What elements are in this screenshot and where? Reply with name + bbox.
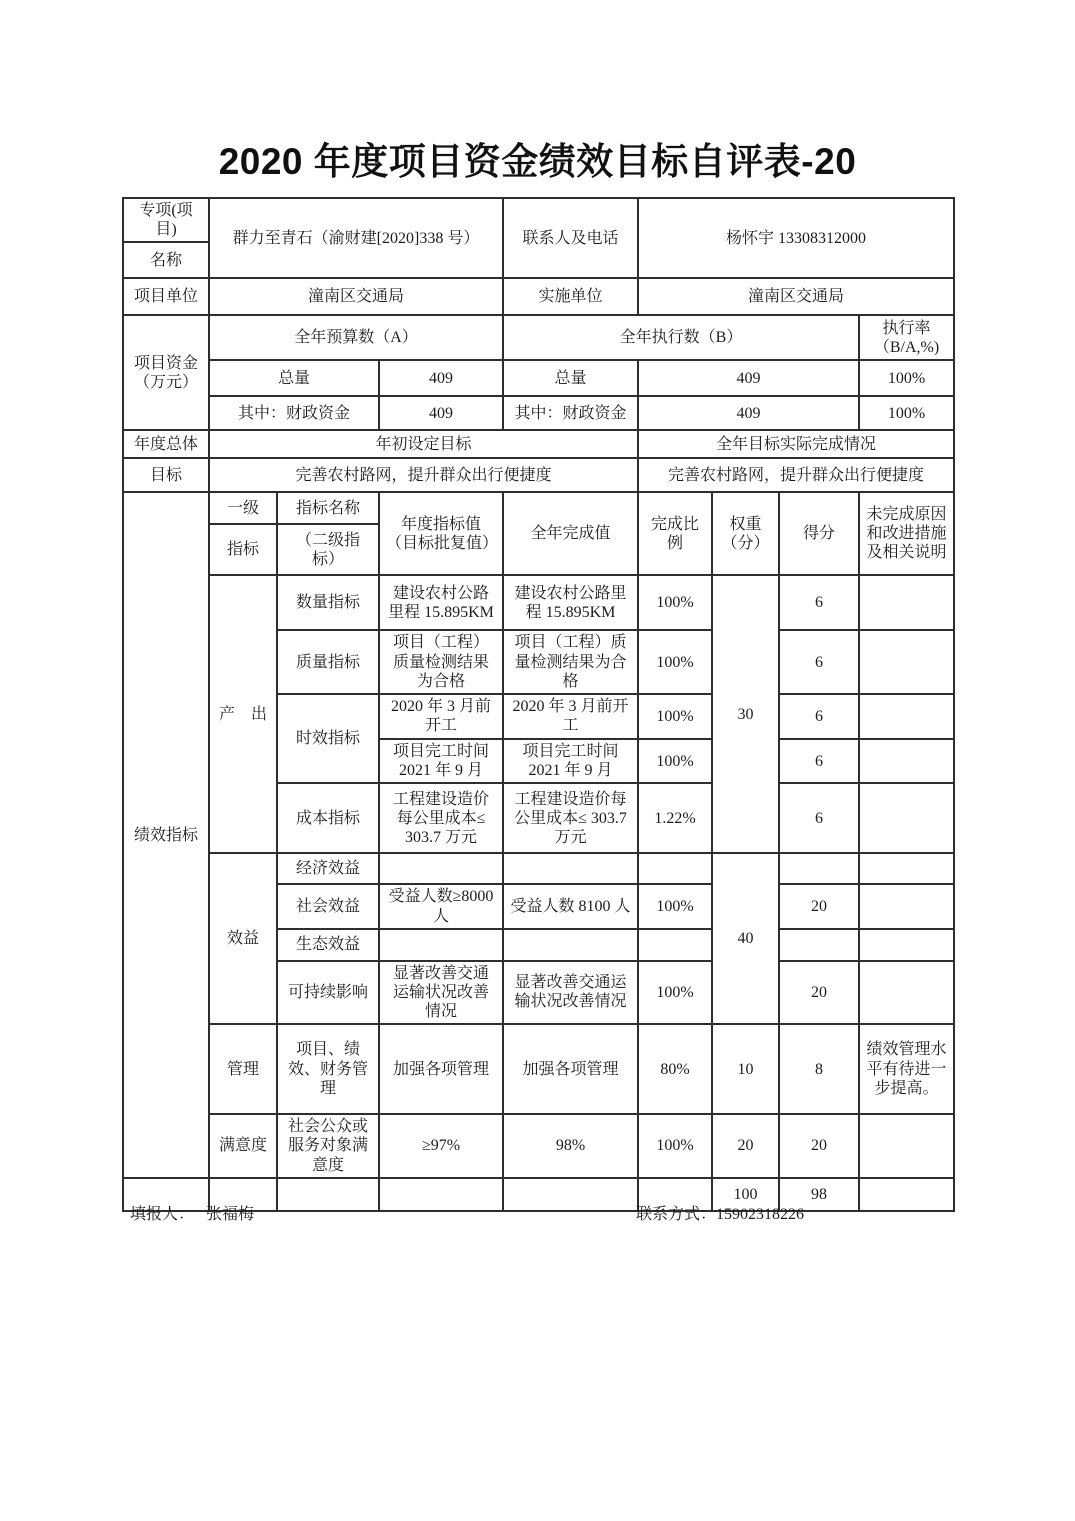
cell-cost-ratio: 1.22% [638,783,712,853]
cell-timeliness1-actual: 2020 年 3 月前开工 [503,694,638,739]
cell-timeliness1-target: 2020 年 3 月前开工 [379,694,503,739]
cell-economic-ratio [638,853,712,884]
cell-social-name: 社会效益 [277,884,379,928]
cell-header-level1-bottom: 指标 [209,524,277,575]
cell-project-label-top: 专项(项目) [123,198,209,242]
cell-fiscal-label-a: 其中：财政资金 [209,396,379,430]
cell-fiscal-rate: 100% [859,396,954,430]
cell-sustain-score: 20 [779,961,859,1025]
cell-timeliness2-remark [859,739,954,783]
cell-ecological-ratio [638,929,712,961]
cell-quality-remark [859,630,954,694]
cell-header-ratio: 完成比例 [638,492,712,575]
cell-header-remark: 未完成原因和改进措施及相关说明 [859,492,954,575]
cell-quality-target: 项目（工程）质量检测结果为合格 [379,630,503,694]
cell-total-label-b: 总量 [503,360,638,396]
cell-sustain-target: 显著改善交通运输状况改善情况 [379,961,503,1025]
cell-funds-label: 项目资金（万元） [123,315,209,430]
cell-contact-label: 联系人及电话 [503,198,638,278]
cell-satisfaction-ratio: 100% [638,1114,712,1178]
cell-totalrow-score: 98 [779,1178,859,1211]
page-title: 2020 年度项目资金绩效目标自评表-20 [218,141,857,182]
cell-satisfaction-actual: 98% [503,1114,638,1178]
cell-quality-ratio: 100% [638,630,712,694]
cell-economic-score [779,853,859,884]
cell-sustain-actual: 显著改善交通运输状况改善情况 [503,961,638,1025]
cell-unit-value: 潼南区交通局 [209,278,503,315]
form-footer [122,1201,955,1224]
cell-cost-actual: 工程建设造价每公里成本≤ 303.7 万元 [503,783,638,853]
cell-contact-value: 杨怀宇 13308312000 [638,198,954,278]
cell-ecological-score [779,929,859,961]
cell-output-label: 产 出 [209,575,277,853]
cell-cost-score: 6 [779,783,859,853]
cell-output-weight: 30 [712,575,779,853]
cell-economic-name: 经济效益 [277,853,379,884]
cell-totalrow-weight: 100 [712,1178,779,1211]
cell-timeliness2-actual: 项目完工时间 2021 年 9 月 [503,739,638,783]
cell-exec-header: 全年执行数（B） [503,315,859,360]
cell-quantity-ratio: 100% [638,575,712,630]
cell-sustain-name: 可持续影响 [277,961,379,1025]
cell-management-name: 项目、绩效、财务管理 [277,1024,379,1114]
cell-project-name: 群力至青石（渝财建[2020]338 号） [209,198,503,278]
cell-quality-score: 6 [779,630,859,694]
self-evaluation-table [122,197,955,1212]
cell-quantity-target: 建设农村公路里程 15.895KM [379,575,503,630]
cell-goal-set-header: 年初设定目标 [209,430,638,458]
cell-header-weight: 权重（分） [712,492,779,575]
cell-cost-name: 成本指标 [277,783,379,853]
cell-satisfaction-weight: 20 [712,1114,779,1178]
cell-quantity-score: 6 [779,575,859,630]
cell-satisfaction-target: ≥97% [379,1114,503,1178]
cell-budget-header: 全年预算数（A） [209,315,503,360]
cell-benefit-weight: 40 [712,853,779,1024]
cell-ecological-remark [859,929,954,961]
cell-sustain-remark [859,961,954,1025]
cell-satisfaction-name: 社会公众或服务对象满意度 [277,1114,379,1178]
cell-impl-value: 潼南区交通局 [638,278,954,315]
cell-economic-remark [859,853,954,884]
footer-contact [636,1201,804,1224]
cell-management-weight: 10 [712,1024,779,1114]
cell-cost-target: 工程建设造价每公里成本≤ 303.7 万元 [379,783,503,853]
cell-timeliness2-ratio: 100% [638,739,712,783]
cell-goal-actual-value: 完善农村路网，提升群众出行便捷度 [638,458,954,492]
cell-management-ratio: 80% [638,1024,712,1114]
cell-timeliness1-remark [859,694,954,739]
cell-header-name-bottom: （二级指标） [277,524,379,575]
cell-social-score: 20 [779,884,859,928]
cell-total-label-a: 总量 [209,360,379,396]
cell-timeliness2-score: 6 [779,739,859,783]
cell-timeliness1-ratio: 100% [638,694,712,739]
cell-management-score: 8 [779,1024,859,1114]
cell-satisfaction-label: 满意度 [209,1114,277,1178]
cell-quantity-name: 数量指标 [277,575,379,630]
cell-header-name-top: 指标名称 [277,492,379,524]
cell-social-remark [859,884,954,928]
cell-quantity-remark [859,575,954,630]
cell-goal-actual-header: 全年目标实际完成情况 [638,430,954,458]
cell-social-actual: 受益人数 8100 人 [503,884,638,928]
cell-fiscal-value-b: 409 [638,396,859,430]
cell-economic-target [379,853,503,884]
cell-quality-name: 质量指标 [277,630,379,694]
cell-rate-header: 执行率（B/A,%) [859,315,954,360]
cell-timeliness-name: 时效指标 [277,694,379,783]
cell-quality-actual: 项目（工程）质量检测结果为合格 [503,630,638,694]
cell-social-target: 受益人数≥8000 人 [379,884,503,928]
cell-management-target: 加强各项管理 [379,1024,503,1114]
filler-name: 张福梅 [206,1206,255,1223]
cell-header-score: 得分 [779,492,859,575]
filler-label: 填报人： [130,1206,195,1223]
contact-method-value: 15902318226 [716,1206,805,1223]
cell-timeliness2-target: 项目完工时间 2021 年 9 月 [379,739,503,783]
cell-fiscal-value-a: 409 [379,396,503,430]
cell-total-value-a: 409 [379,360,503,396]
cell-timeliness1-score: 6 [779,694,859,739]
cell-total-value-b: 409 [638,360,859,396]
cell-cost-remark [859,783,954,853]
cell-management-label: 管理 [209,1024,277,1114]
cell-total-rate: 100% [859,360,954,396]
cell-ecological-actual [503,929,638,961]
cell-ecological-target [379,929,503,961]
cell-management-actual: 加强各项管理 [503,1024,638,1114]
cell-benefit-label: 效益 [209,853,277,1024]
cell-social-ratio: 100% [638,884,712,928]
cell-header-actual: 全年完成值 [503,492,638,575]
cell-goal-set-value: 完善农村路网，提升群众出行便捷度 [209,458,638,492]
cell-economic-actual [503,853,638,884]
cell-project-label-bottom: 名称 [123,242,209,278]
cell-impl-label: 实施单位 [503,278,638,315]
cell-sustain-ratio: 100% [638,961,712,1025]
cell-indicators-label: 绩效指标 [123,492,209,1177]
cell-ecological-name: 生态效益 [277,929,379,961]
cell-unit-label: 项目单位 [123,278,209,315]
cell-fiscal-label-b: 其中：财政资金 [503,396,638,430]
contact-method-label: 联系方式： [636,1206,717,1223]
cell-goal-label-bottom: 目标 [123,458,209,492]
cell-goal-label-top: 年度总体 [123,430,209,458]
cell-satisfaction-remark [859,1114,954,1178]
cell-header-target: 年度指标值（目标批复值） [379,492,503,575]
cell-quantity-actual: 建设农村公路里程 15.895KM [503,575,638,630]
cell-header-level1-top: 一级 [209,492,277,524]
cell-management-remark: 绩效管理水平有待进一步提高。 [859,1024,954,1114]
cell-satisfaction-score: 20 [779,1114,859,1178]
